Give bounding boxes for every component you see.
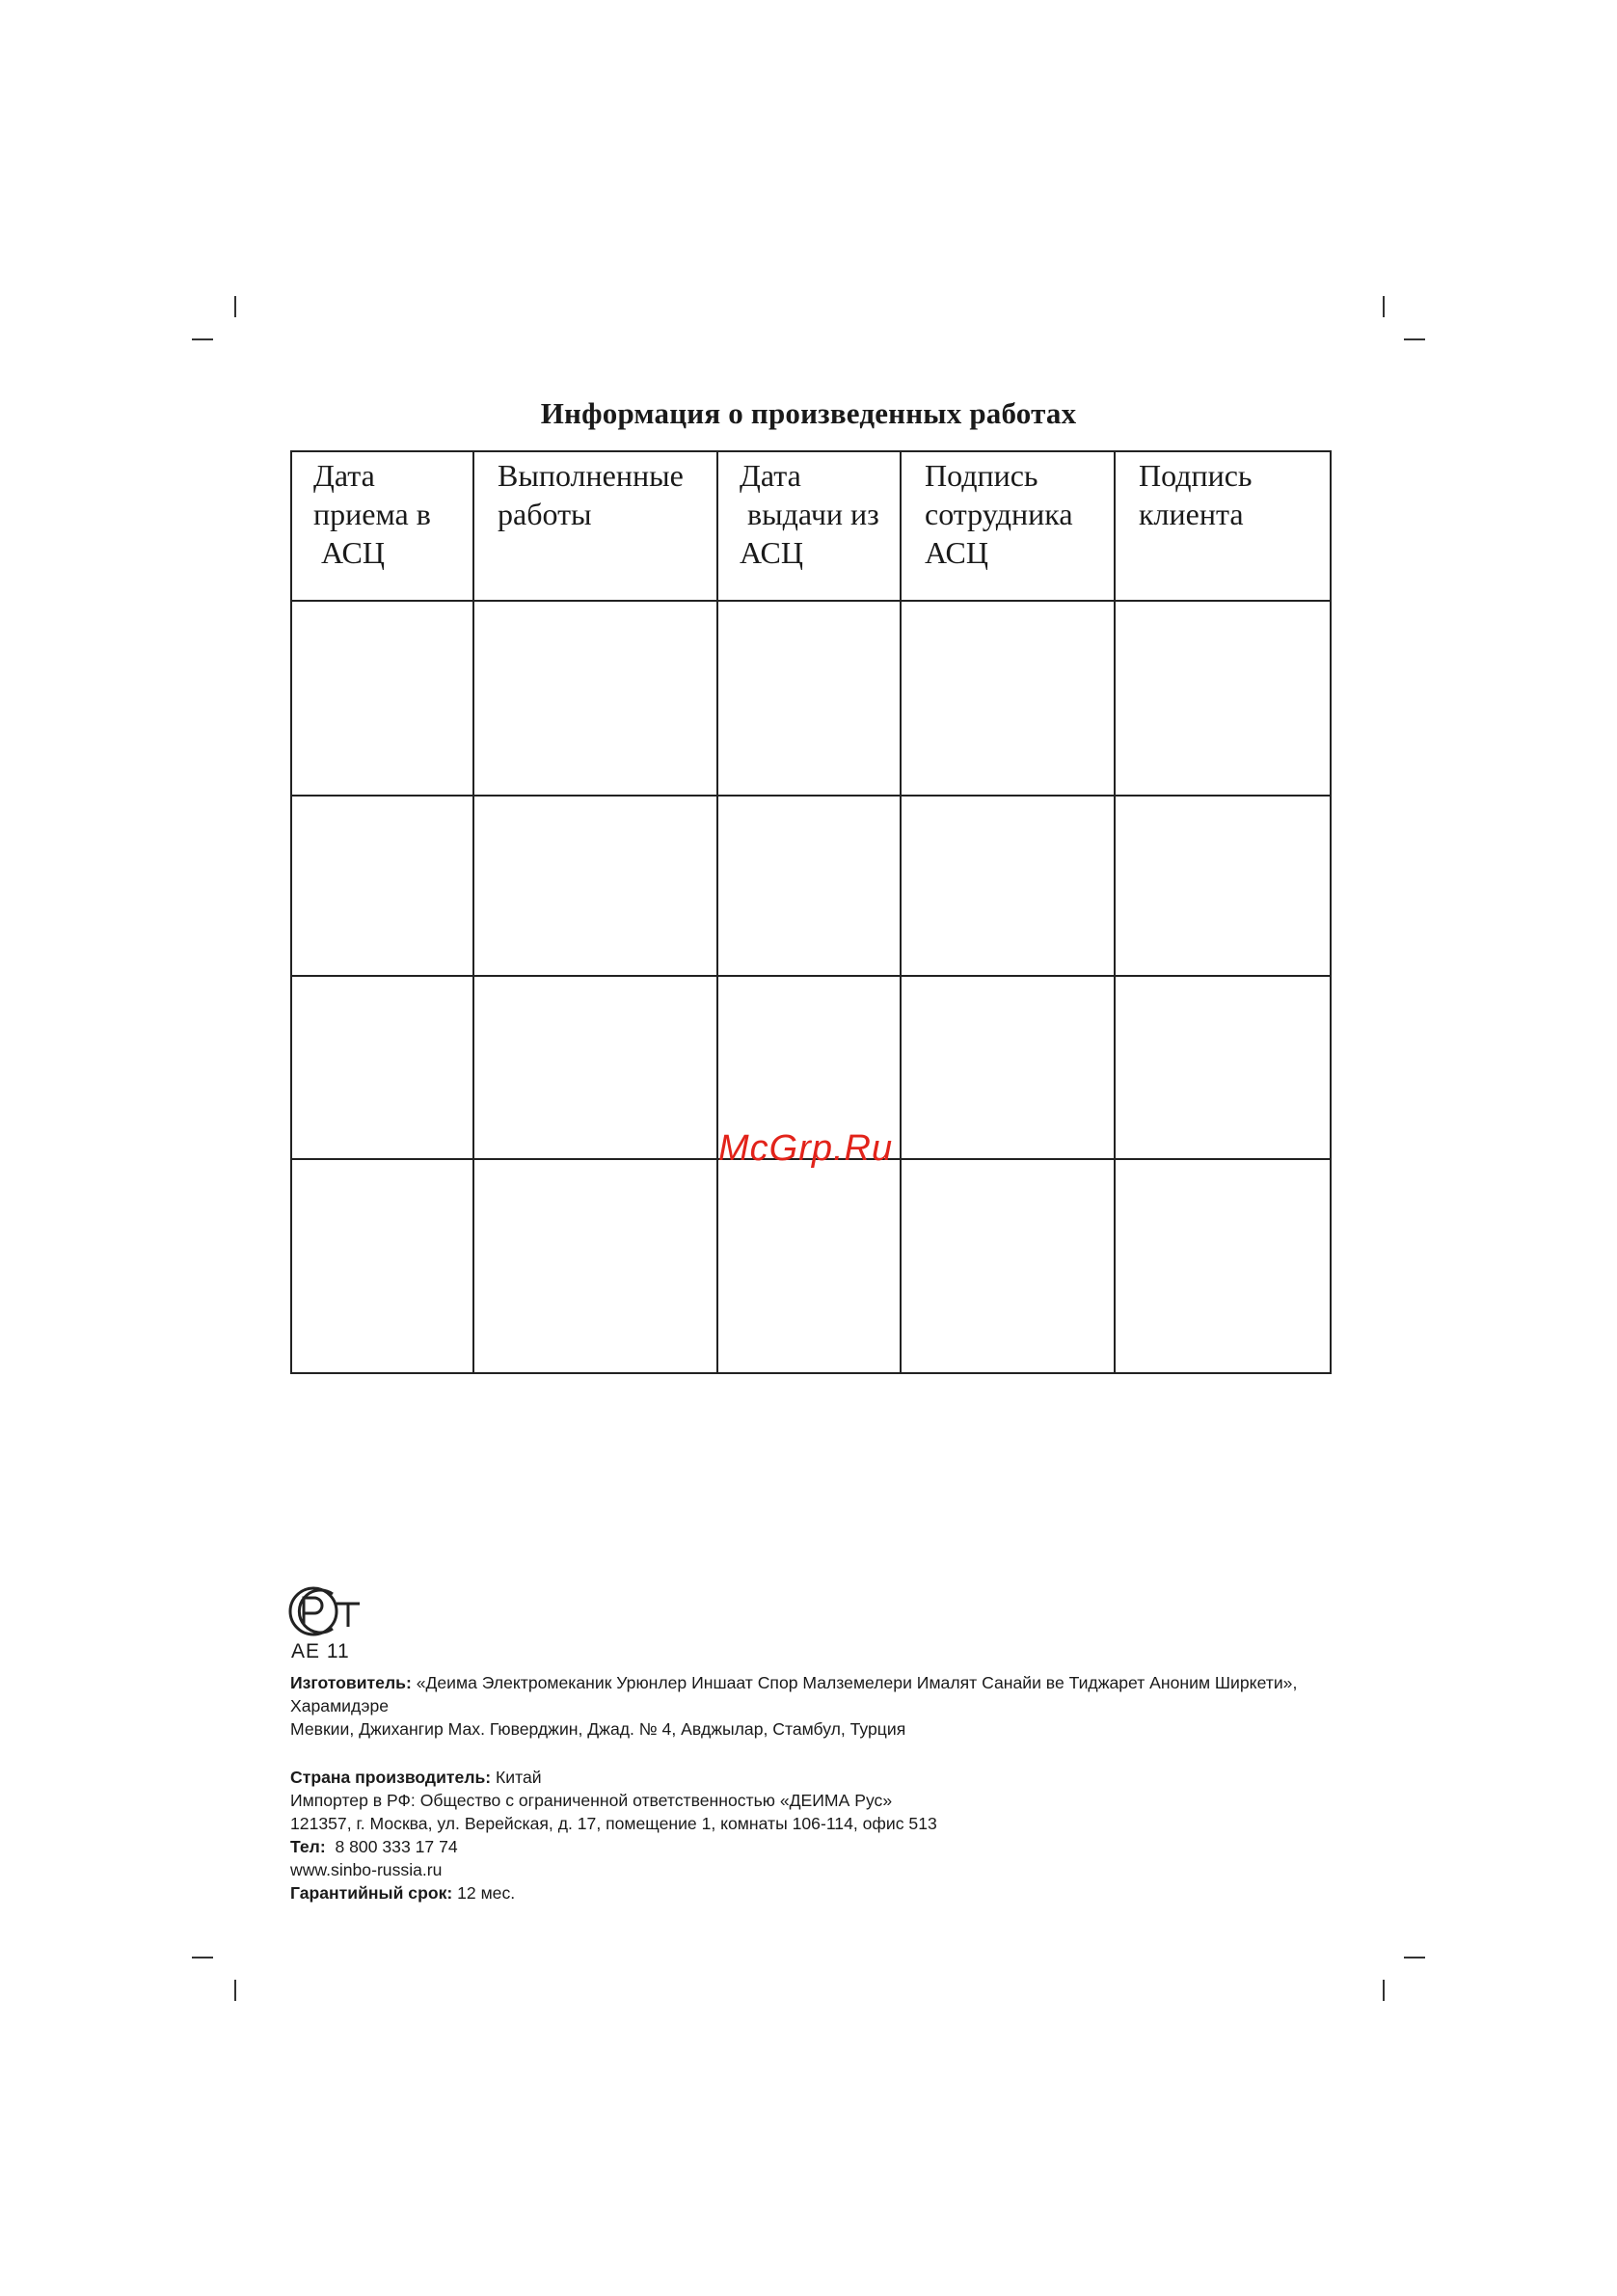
country-line (290, 1766, 1341, 1789)
importer-line: Импортер в РФ: Общество с ограниченной ответственностью «ДЕИМА Рус» (290, 1791, 893, 1810)
crop-mark (192, 338, 213, 340)
table-cell[interactable] (473, 976, 717, 1159)
crop-mark (1404, 1957, 1425, 1958)
table-cell[interactable] (1115, 976, 1331, 1159)
table-row (291, 1159, 1331, 1373)
table-cell[interactable] (1115, 796, 1331, 976)
warranty-value: 12 мес. (452, 1883, 516, 1903)
warranty-line (290, 1881, 1341, 1904)
table-cell[interactable] (717, 796, 901, 976)
table-cell[interactable] (901, 976, 1115, 1159)
manufacturer-address: Мевкии, Джихангир Мах. Гюверджин, Джад. № 4, Авджылар, Стамбул, Турция (290, 1719, 906, 1739)
crop-mark (1383, 1980, 1385, 2001)
crop-mark (1404, 338, 1425, 340)
phone-label: Тел: (290, 1837, 326, 1856)
header-employee-signature: Подпись сотрудника АСЦ (901, 451, 1115, 601)
crop-mark (234, 1980, 236, 2001)
table-cell[interactable] (1115, 601, 1331, 796)
phone-line (290, 1835, 1341, 1858)
header-performed-works: Выполненные работы (473, 451, 717, 601)
importer-address: 121357, г. Москва, ул. Верейская, д. 17, помещение 1, комнаты 106-114, офис 513 (290, 1814, 937, 1833)
manufacturer-line (290, 1671, 1341, 1717)
rst-certification-mark-icon (288, 1582, 364, 1640)
crop-mark (1383, 296, 1385, 317)
manufacturer-label: Изготовитель: (290, 1673, 412, 1692)
phone-value: 8 800 333 17 74 (325, 1837, 458, 1856)
manufacturer-text: «Деима Электромеканик Урюнлер Иншаат Спор Малземелери Ималят Санайи ве Тиджарет Аноним Ширкети», Харамидэре (290, 1673, 1298, 1715)
header-issue-date: Дата выдачи из АСЦ (717, 451, 901, 601)
crop-mark (192, 1957, 213, 1958)
header-client-signature: Подпись клиента (1115, 451, 1331, 601)
spacer (290, 1741, 1341, 1764)
table-cell[interactable] (717, 1159, 901, 1373)
table-cell[interactable] (473, 796, 717, 976)
table-cell[interactable] (291, 1159, 473, 1373)
work-info-table (290, 450, 1332, 1374)
warranty-label: Гарантийный срок: (290, 1883, 453, 1903)
crop-mark (234, 296, 236, 317)
website-link[interactable]: www.sinbo-russia.ru (290, 1860, 443, 1879)
table-cell[interactable] (901, 796, 1115, 976)
table-row (291, 796, 1331, 976)
table-cell[interactable] (901, 601, 1115, 796)
table-row (291, 601, 1331, 796)
header-receipt-date: Дата приема в АСЦ (291, 451, 473, 601)
page-title: Информация о произведенных работах (540, 396, 1077, 430)
manufacturer-info (290, 1671, 1341, 1904)
table-cell[interactable] (291, 976, 473, 1159)
country-value: Китай (491, 1768, 542, 1787)
table-cell[interactable] (291, 796, 473, 976)
country-label: Страна производитель: (290, 1768, 492, 1787)
table-cell[interactable] (473, 1159, 717, 1373)
table-cell[interactable] (291, 601, 473, 796)
table-cell[interactable] (473, 601, 717, 796)
certification-code: АЕ 11 (291, 1640, 350, 1662)
table-cell[interactable] (901, 1159, 1115, 1373)
watermark: McGrp.Ru (718, 1128, 894, 1169)
table-cell[interactable] (1115, 1159, 1331, 1373)
table-cell[interactable] (717, 601, 901, 796)
table-header-row (291, 451, 1331, 601)
